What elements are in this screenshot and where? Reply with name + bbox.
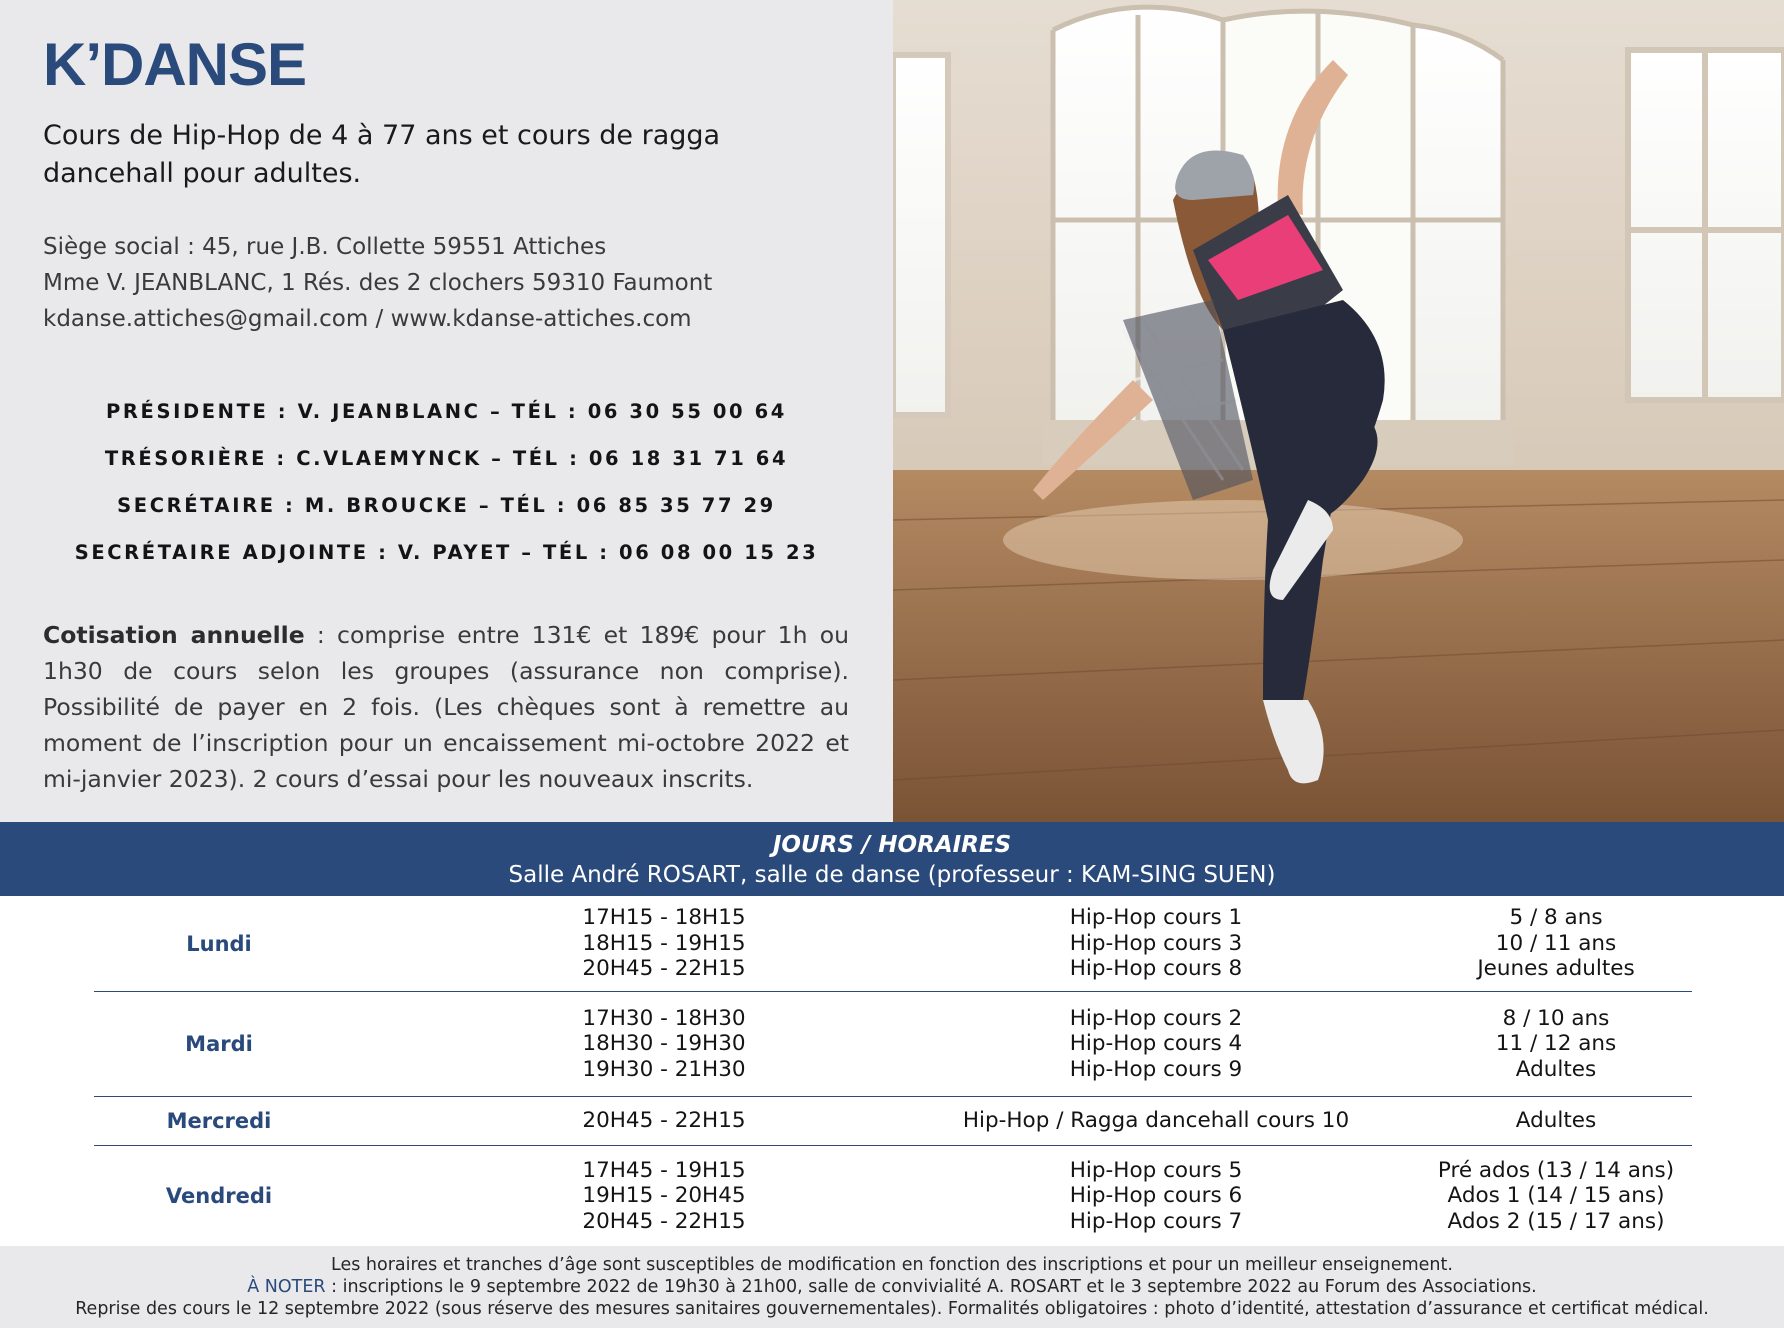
contact-president: PRÉSIDENTE : V. JEANBLANC – TÉL : 06 30 55 00 64: [106, 400, 787, 423]
time-slot: 18H15 - 19H15: [582, 930, 746, 956]
time-slot: 20H45 - 22H15: [582, 1108, 746, 1134]
contact-secretary: SECRÉTAIRE : M. BROUCKE – TÉL : 06 85 35 77 29: [117, 494, 776, 517]
age-group: Adultes: [1515, 1056, 1597, 1082]
age-group: 11 / 12 ans: [1495, 1031, 1617, 1057]
course-name: Hip-Hop / Ragga dancehall cours 10: [962, 1108, 1350, 1134]
age-groups: [1419, 896, 1693, 991]
contact-address: Mme V. JEANBLANC, 1 Rés. des 2 clochers 59310 Faumont: [43, 270, 713, 296]
schedule-table: [94, 896, 1692, 1246]
day-label: Mardi: [185, 1032, 253, 1056]
fees-label: Cotisation annuelle: [43, 621, 305, 649]
contact-deputy-secretary: SECRÉTAIRE ADJOINTE : V. PAYET – TÉL : 06 08 00 15 23: [74, 541, 819, 564]
time-slot: 18H30 - 19H30: [582, 1031, 746, 1057]
age-group: Ados 1 (14 / 15 ans): [1447, 1183, 1665, 1209]
fees-paragraph: [43, 617, 849, 797]
tagline: Cours de Hip-Hop de 4 à 77 ans et cours de ragga dancehall pour adultes.: [43, 120, 721, 189]
course-names: [906, 1097, 1406, 1145]
headquarters-address: Siège social : 45, rue J.B. Collette 59551 Attiches: [43, 234, 607, 260]
schedule-title: JOURS / HORAIRES: [772, 832, 1012, 858]
course-names: [906, 992, 1406, 1096]
time-slot: 17H15 - 18H15: [582, 905, 746, 931]
course-name: Hip-Hop cours 7: [1069, 1208, 1243, 1234]
course-name: Hip-Hop cours 6: [1069, 1183, 1243, 1209]
course-names: [906, 896, 1406, 991]
schedule-row-mercredi: [94, 1097, 1692, 1146]
age-groups: [1419, 1097, 1693, 1145]
schedule-row-vendredi: [94, 1146, 1692, 1246]
address-block: [43, 229, 712, 337]
dancer-photo-illustration: [893, 0, 1784, 822]
schedule-header: [0, 822, 1784, 896]
age-groups: [1419, 1146, 1693, 1246]
note-label: À NOTER: [247, 1277, 326, 1297]
info-panel: [0, 0, 893, 822]
course-name: Hip-Hop cours 2: [1069, 1005, 1243, 1031]
dancer-photo: [893, 0, 1784, 822]
footer-resumption: Reprise des cours le 12 septembre 2022 (sous réserve des mesures sanitaires gouvernementales). Formalités obligatoires : photo d’identité, attestation d’assurance et certificat médical.: [75, 1299, 1709, 1319]
time-slots: [474, 896, 854, 991]
age-group: Pré ados (13 / 14 ans): [1437, 1157, 1675, 1183]
footer-notes: [0, 1246, 1784, 1328]
course-name: Hip-Hop cours 5: [1069, 1157, 1243, 1183]
age-groups: [1419, 992, 1693, 1096]
schedule-row-mardi: [94, 992, 1692, 1097]
schedule-subtitle: Salle André ROSART, salle de danse (professeur : KAM-SING SUEN): [508, 862, 1276, 888]
age-group: 5 / 8 ans: [1509, 905, 1603, 931]
age-group: Jeunes adultes: [1477, 956, 1635, 982]
time-slot: 17H30 - 18H30: [582, 1005, 746, 1031]
time-slot: 20H45 - 22H15: [582, 956, 746, 982]
time-slot: 19H15 - 20H45: [582, 1183, 746, 1209]
footer-disclaimer: Les horaires et tranches d’âge sont susceptibles de modification en fonction des inscriptions et pour un meilleur enseignement.: [331, 1255, 1453, 1275]
contact-treasurer: TRÉSORIÈRE : C.VLAEMYNCK – TÉL : 06 18 31 71 64: [104, 447, 789, 470]
board-contacts: [43, 388, 850, 576]
age-group: 8 / 10 ans: [1502, 1005, 1610, 1031]
day-label: Lundi: [186, 931, 252, 956]
age-group: Ados 2 (15 / 17 ans): [1447, 1208, 1665, 1234]
age-group: Adultes: [1515, 1108, 1597, 1134]
time-slot: 17H45 - 19H15: [582, 1157, 746, 1183]
note-text: : inscriptions le 9 septembre 2022 de 19h30 à 21h00, salle de convivialité A. ROSART et le 3 septembre 2022 au Forum des Associations.: [325, 1277, 1537, 1297]
time-slot: 20H45 - 22H15: [582, 1208, 746, 1234]
fees-text: : comprise entre 131€ et 189€ pour 1h ou 1h30 de cours selon les groupes (assurance non comprise). Possibilité de payer en 2 fois. (Les chèques sont à remettre au moment de l’inscription pour un encaissement mi-octobre 2022 et mi-janvier 2023). 2 cours d’essai pour les nouveaux inscrits.: [43, 621, 850, 793]
course-name: Hip-Hop cours 8: [1069, 956, 1243, 982]
course-name: Hip-Hop cours 1: [1069, 905, 1243, 931]
time-slot: 19H30 - 21H30: [582, 1056, 746, 1082]
email-website[interactable]: kdanse.attiches@gmail.com / www.kdanse-attiches.com: [43, 306, 692, 332]
time-slots: [474, 1146, 854, 1246]
age-group: 10 / 11 ans: [1495, 930, 1617, 956]
day-label: Vendredi: [165, 1184, 273, 1208]
course-name: Hip-Hop cours 9: [1069, 1056, 1243, 1082]
course-name: Hip-Hop cours 3: [1069, 930, 1243, 956]
schedule-row-lundi: [94, 896, 1692, 992]
time-slots: [474, 1097, 854, 1145]
course-name: Hip-Hop cours 4: [1069, 1031, 1243, 1057]
course-names: [906, 1146, 1406, 1246]
day-label: Mercredi: [166, 1109, 272, 1133]
time-slots: [474, 992, 854, 1096]
footer-registration-note: [0, 1276, 1784, 1298]
brand-title: K’DANSE: [43, 31, 307, 98]
